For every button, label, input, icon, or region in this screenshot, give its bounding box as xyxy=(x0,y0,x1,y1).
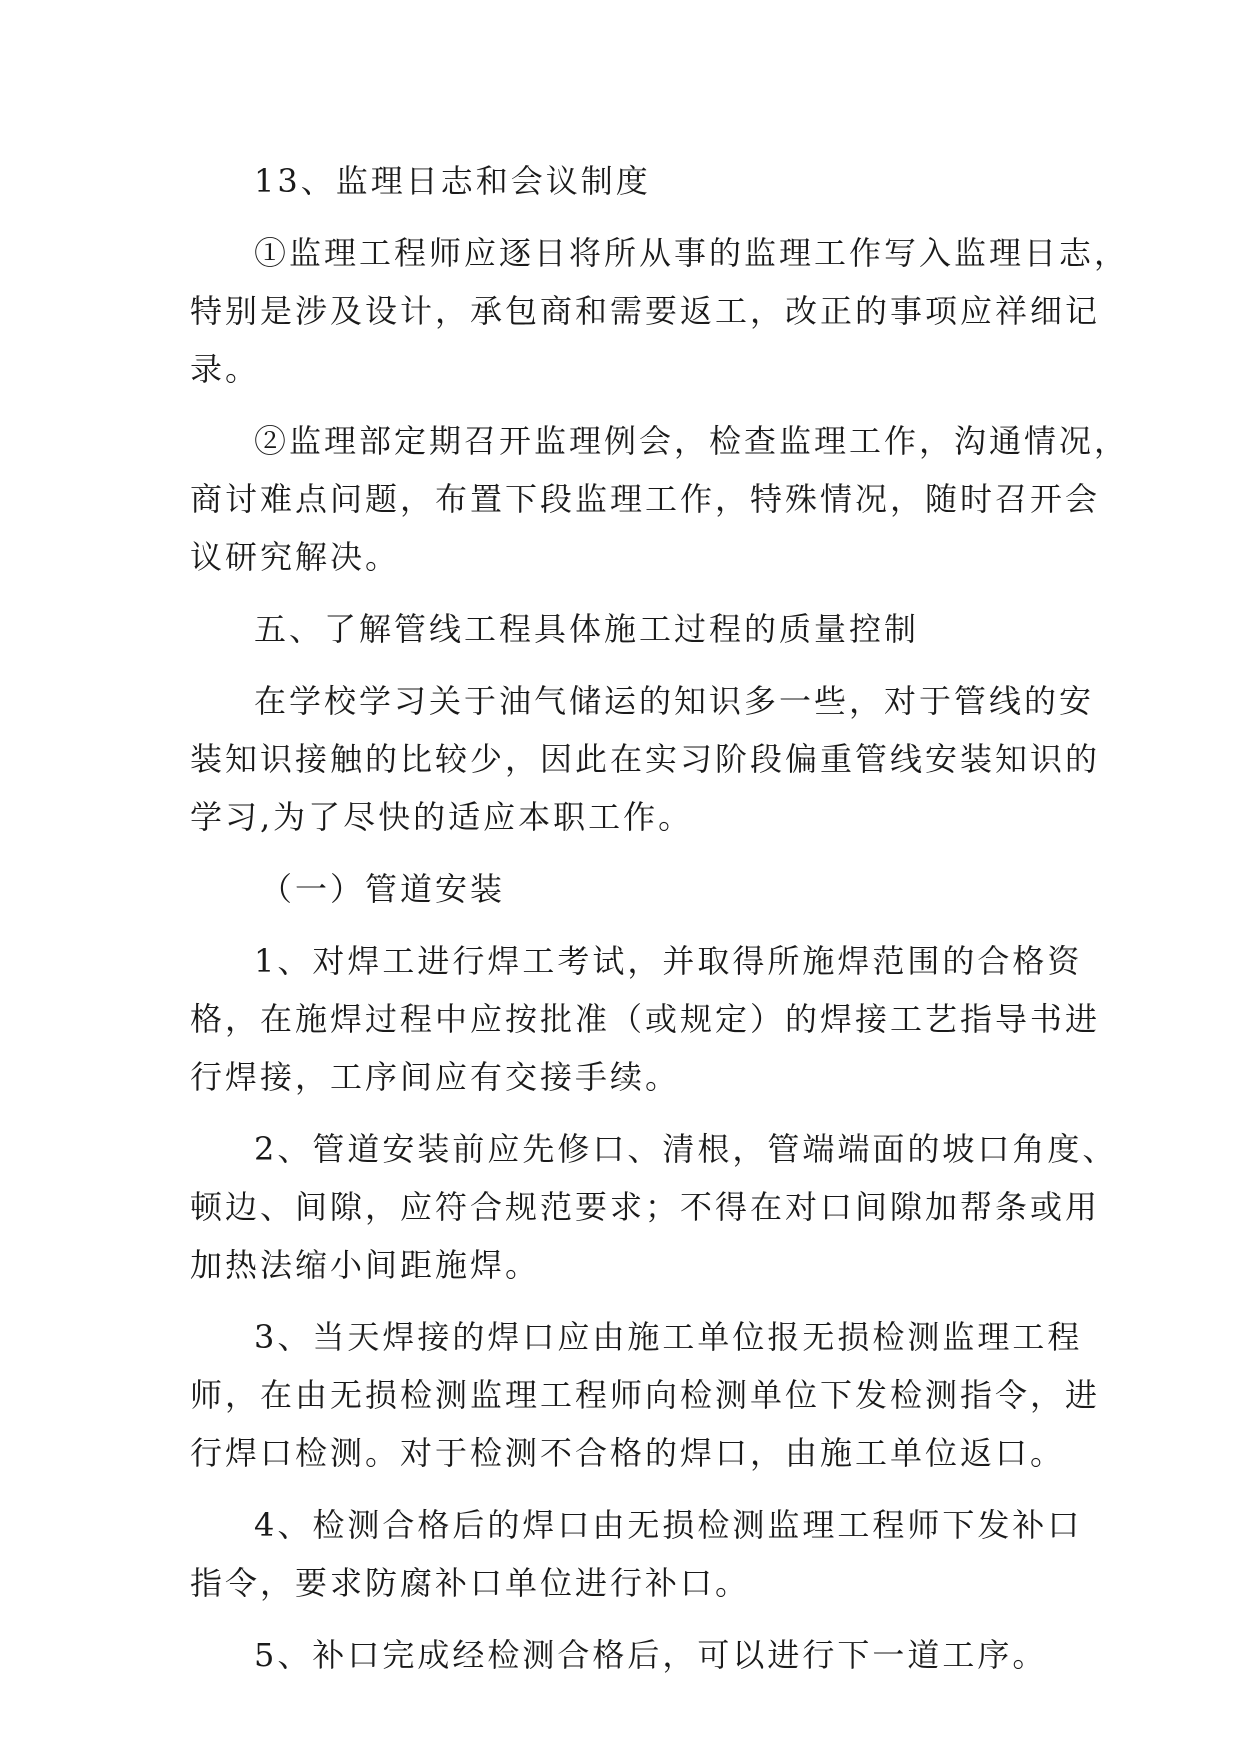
paragraph-line: 行焊口检测。对于检测不合格的焊口，由施工单位返口。 xyxy=(190,1434,1066,1472)
section-heading-13: 13、监理日志和会议制度 xyxy=(254,162,651,200)
list-item-3 xyxy=(190,1308,1101,1482)
paragraph-line: 议研究解决。 xyxy=(190,538,401,576)
subsection-heading-pipe-install: （一）管道安装 xyxy=(260,870,506,908)
paragraph-meetings xyxy=(190,412,1130,586)
paragraph-line: 1、对焊工进行焊工考试，并取得所施焊范围的合格资 xyxy=(254,942,1083,980)
list-item-2 xyxy=(190,1120,1118,1294)
paragraph-line: 格，在施焊过程中应按批准（或规定）的焊接工艺指导书进 xyxy=(190,1000,1101,1038)
paragraph-line: 顿边、间隙，应符合规范要求；不得在对口间隙加帮条或用 xyxy=(190,1188,1101,1226)
section-heading-5: 五、了解管线工程具体施工过程的质量控制 xyxy=(254,610,920,648)
paragraph-line: 师，在由无损检测监理工程师向检测单位下发检测指令，进 xyxy=(190,1376,1101,1414)
paragraph-line: 加热法缩小间距施焊。 xyxy=(190,1246,541,1284)
paragraph-line: 特别是涉及设计，承包商和需要返工，改正的事项应祥细记 xyxy=(190,292,1101,330)
paragraph-line: 2、管道安装前应先修口、清根，管端端面的坡口角度、 xyxy=(254,1130,1118,1168)
paragraph-line: 4、检测合格后的焊口由无损检测监理工程师下发补口 xyxy=(254,1506,1083,1544)
paragraph-line: 学习,为了尽快的适应本职工作。 xyxy=(190,798,694,836)
list-item-4 xyxy=(190,1496,1083,1612)
paragraph-line: 在学校学习关于油气储运的知识多一些，对于管线的安 xyxy=(254,682,1095,720)
paragraph-study xyxy=(190,672,1101,846)
paragraph-supervision-log xyxy=(190,224,1130,398)
paragraph-line: 录。 xyxy=(190,350,261,388)
document-body xyxy=(190,152,1130,1684)
paragraph-line: ②监理部定期召开监理例会，检查监理工作，沟通情况， xyxy=(254,422,1130,460)
list-item-5: 5、补口完成经检测合格后，可以进行下一道工序。 xyxy=(254,1636,1048,1674)
paragraph-line: 商讨难点问题，布置下段监理工作，特殊情况，随时召开会 xyxy=(190,480,1101,518)
paragraph-line: 行焊接，工序间应有交接手续。 xyxy=(190,1058,681,1096)
list-item-1 xyxy=(190,932,1101,1106)
paragraph-line: 指令，要求防腐补口单位进行补口。 xyxy=(190,1564,751,1602)
paragraph-line: ①监理工程师应逐日将所从事的监理工作写入监理日志， xyxy=(254,234,1130,272)
paragraph-line: 3、当天焊接的焊口应由施工单位报无损检测监理工程 xyxy=(254,1318,1083,1356)
paragraph-line: 装知识接触的比较少，因此在实习阶段偏重管线安装知识的 xyxy=(190,740,1101,778)
